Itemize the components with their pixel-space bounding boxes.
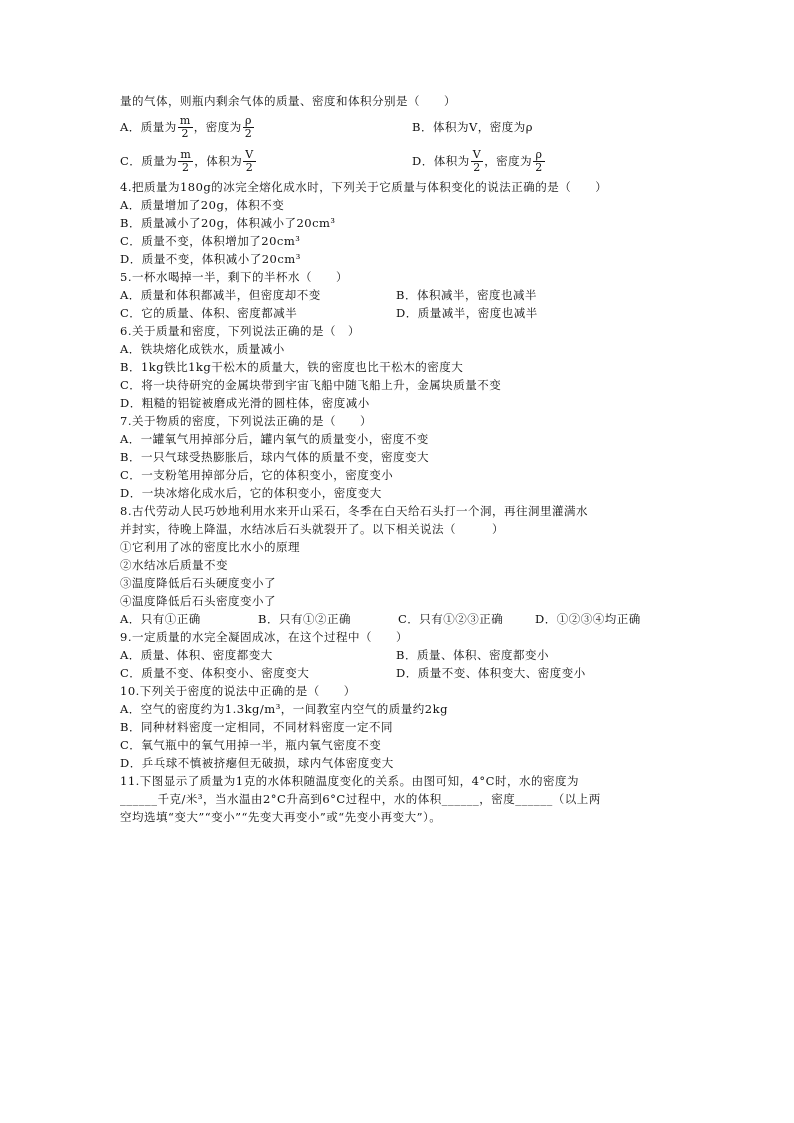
q8-stem-line1: 8.古代劳动人民巧妙地利用水来开山采石，冬季在白天给石头打一个洞，再往洞里灌满水	[120, 504, 588, 518]
q6-option-a: A．铁块熔化成铁水，质量减小	[120, 342, 285, 356]
q9-options-row2	[120, 664, 680, 682]
fraction: $\frac{\rho}{2}$	[244, 113, 253, 140]
q7-option-a: A．一罐氧气用掉部分后，罐内氧气的质量变小，密度不变	[120, 432, 429, 446]
q10-option-a: A．空气的密度约为1.3kg/m³，一间教室内空气的质量约2kg	[120, 702, 448, 716]
q10-option-c: C．氧气瓶中的氧气用掉一半，瓶内氧气密度不变	[120, 738, 382, 752]
q9-stem: 9.一定质量的水完全凝固成冰，在这个过程中（ ）	[120, 630, 408, 644]
q3-options-row1	[120, 110, 680, 144]
q7-option-b: B．一只气球受热膨胀后，球内气体的质量不变，密度变大	[120, 450, 429, 464]
fraction: $\frac{m}{2}$	[179, 113, 191, 140]
q9-option-d: D．质量不变、体积变大、密度变小	[396, 666, 586, 680]
q4-option-b: B．质量减小了20g，体积减小了20cm³	[120, 216, 336, 230]
q4-option-c: C．质量不变，体积增加了20cm³	[120, 234, 301, 248]
q5-option-a: A．质量和体积都减半，但密度却不变	[120, 288, 321, 302]
q7-option-c: C．一支粉笔用掉部分后，它的体积变小，密度变小	[120, 468, 394, 482]
q8-option-b: B．只有①②正确	[258, 612, 351, 626]
q9-option-c: C．质量不变、体积变小、密度变大	[120, 666, 310, 680]
q8-option-c: C．只有①②③正确	[398, 612, 504, 626]
q4-option-a: A．质量增加了20g，体积不变	[120, 198, 285, 212]
q8-stem-line2: 并封实，待晚上降温，水结冰后石头就裂开了。以下相关说法（ ）	[120, 522, 504, 536]
q4-option-d: D．质量不变，体积减小了20cm³	[120, 252, 301, 266]
q3-option-d: D．体积为 $\frac{V}{2}$ ，密度为 $\frac{\rho}{2}$	[412, 147, 543, 174]
q10-stem: 10.下列关于密度的说法中正确的是（ ）	[120, 684, 356, 698]
q3-option-c: C．质量为 $\frac{m}{2}$ ，体积为 $\frac{V}{2}$	[120, 147, 254, 174]
q7-option-d: D．一块冰熔化成水后，它的体积变小，密度变大	[120, 486, 382, 500]
q5-option-c: C．它的质量、体积、密度都减半	[120, 306, 298, 320]
q6-stem: 6.关于质量和密度，下列说法正确的是（ ）	[120, 324, 360, 338]
q8-options-row	[120, 610, 680, 628]
q3-options-row2	[120, 144, 680, 178]
q7-stem: 7.关于物质的密度，下列说法正确的是（ ）	[120, 414, 372, 428]
q8-statement-3: ③温度降低后石头硬度变小了	[120, 576, 276, 590]
q11-line-2: ______千克/米³，当水温由2°C升高到6°C过程中，水的体积______，密度______（以上两	[120, 792, 601, 806]
q8-statement-1: ①它利用了冰的密度比水小的原理	[120, 540, 300, 554]
fraction: $\frac{m}{2}$	[180, 147, 192, 174]
worksheet-page	[120, 92, 680, 826]
q3-stem: 量的气体，则瓶内剩余气体的质量、密度和体积分别是（ ）	[120, 94, 456, 108]
q5-stem: 5.一杯水喝掉一半，剩下的半杯水（ ）	[120, 270, 348, 284]
q10-option-d: D．乒乓球不慎被挤瘪但无破损，球内气体密度变大	[120, 756, 394, 770]
q5-options-row1	[120, 286, 680, 304]
q11-line-1: 11.下图显示了质量为1克的水体积随温度变化的关系。由图可知，4°C时，水的密度为	[120, 774, 579, 788]
q8-option-d: D．①②③④均正确	[535, 612, 641, 626]
fraction: $\frac{\rho}{2}$	[535, 147, 543, 174]
q4-stem: 4.把质量为180g的冰完全熔化成水时，下列关于它质量与体积变化的说法正确的是（ ）	[120, 180, 608, 194]
fraction: $\frac{V}{2}$	[472, 147, 482, 174]
q5-option-d: D．质量减半，密度也减半	[396, 306, 538, 320]
q8-statement-4: ④温度降低后石头密度变小了	[120, 594, 276, 608]
q5-options-row2	[120, 304, 680, 322]
q6-option-d: D．粗糙的铝锭被磨成光滑的圆柱体，密度减小	[120, 396, 370, 410]
q5-option-b: B．体积减半，密度也减半	[396, 288, 537, 302]
fraction: $\frac{V}{2}$	[245, 147, 254, 174]
q9-option-b: B．质量、体积、密度都变小	[396, 648, 549, 662]
q6-option-b: B．1kg铁比1kg干松木的质量大，铁的密度也比干松木的密度大	[120, 360, 464, 374]
q9-options-row1	[120, 646, 680, 664]
q6-option-c: C．将一块待研究的金属块带到宇宙飞船中随飞船上升，金属块质量不变	[120, 378, 502, 392]
q8-option-a: A．只有①正确	[120, 612, 201, 626]
q3-option-a: A．质量为 $\frac{m}{2}$ ，密度为 $\frac{\rho}{2}$	[120, 113, 253, 140]
q10-option-b: B．同种材料密度一定相同，不同材料密度一定不同	[120, 720, 393, 734]
q3-option-b: B．体积为V，密度为ρ	[412, 120, 534, 134]
q11-line-3: 空均选填“变大”“变小”“先变大再变小”或“先变小再变大”）。	[120, 810, 442, 824]
q8-statement-2: ②水结冰后质量不变	[120, 558, 228, 572]
q9-option-a: A．质量、体积、密度都变大	[120, 648, 273, 662]
